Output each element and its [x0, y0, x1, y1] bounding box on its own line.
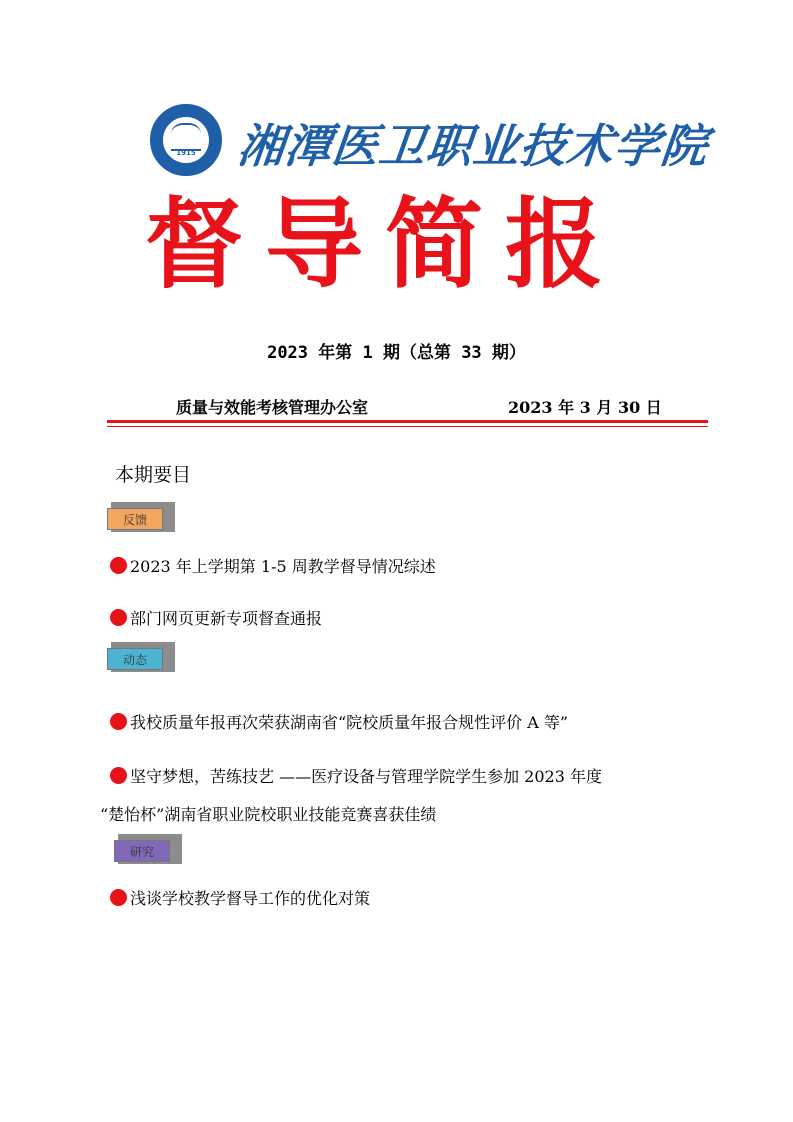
toc-item[interactable] [110, 764, 602, 787]
toc-item[interactable] [110, 554, 436, 577]
logo-year: 1915 [176, 149, 196, 157]
section-badge-news [107, 642, 173, 674]
bullet-dot-icon [110, 767, 127, 784]
toc-item-text: 2023 年上学期第 1-5 周教学督导情况综述 [130, 557, 436, 576]
department-name: 质量与效能考核管理办公室 [176, 398, 369, 417]
toc-item[interactable] [110, 710, 568, 733]
bullet-dot-icon [110, 557, 127, 574]
badge-label: 动态 [107, 648, 163, 670]
toc-item[interactable] [110, 886, 370, 909]
bullet-dot-icon [110, 713, 127, 730]
toc-item-text: 我校质量年报再次荣获湖南省“院校质量年报合规性评价 A 等” [130, 713, 569, 732]
bulletin-title: 督导简报 [145, 187, 626, 302]
badge-label: 反馈 [107, 508, 163, 530]
badge-label: 研究 [114, 840, 170, 862]
school-name: 湘潭医卫职业技术学院 [235, 119, 711, 173]
logo-ring [161, 115, 211, 165]
bullet-dot-icon [110, 609, 127, 626]
toc-heading: 本期要目 [115, 464, 192, 486]
section-badge-research [114, 834, 180, 866]
toc-item-text: “楚怡杯”湖南省职业院校职业技能竞赛喜获佳绩 [100, 805, 437, 824]
logo-building-icon [171, 123, 201, 151]
toc-item-continuation[interactable] [100, 802, 436, 825]
header-divider-thick [107, 420, 708, 423]
toc-item-text: 部门网页更新专项督查通报 [130, 609, 323, 628]
school-logo [150, 104, 222, 176]
toc-item[interactable] [110, 606, 322, 629]
toc-item-text: 坚守梦想，苦练技艺 ——医疗设备与管理学院学生参加 2023 年度 [130, 767, 602, 786]
publish-date: 2023 年 3 月 30 日 [508, 398, 662, 417]
header-divider-thin [107, 426, 708, 427]
issue-number: 2023 年第 1 期（总第 33 期） [267, 343, 526, 363]
bullet-dot-icon [110, 889, 127, 906]
section-badge-feedback [107, 502, 173, 534]
toc-item-text: 浅谈学校教学督导工作的优化对策 [130, 889, 371, 908]
